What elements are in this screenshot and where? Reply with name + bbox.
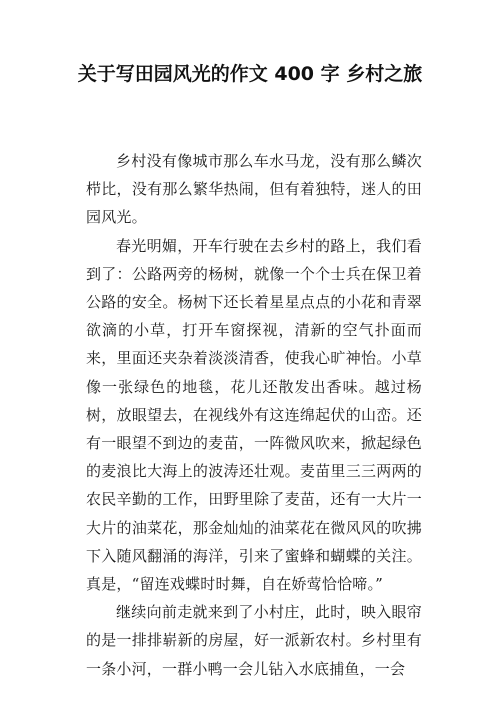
paragraph-1: 乡村没有像城市那么车水马龙，没有那么鳞次栉比，没有那么繁华热闹，但有着独特，迷人的田园风光。	[86, 152, 422, 227]
paragraph-3: 继续向前走就来到了小村庄，此时，映入眼帘的是一排排崭新的房屋，好一派新农村。乡村里有一条小河，一群小鸭一会儿钻入水底捕鱼，一会	[86, 603, 422, 678]
essay-body	[86, 147, 422, 683]
paragraph-2: 春光明媚，开车行驶在去乡村的路上，我们看到了：公路两旁的杨树，就像一个个士兵在保卫着公路的安全。杨树下还长着星星点点的小花和青翠欲滴的小草，打开车窗探视，清新的空气扑面而来，里面还夹杂着淡淡清香，使我心旷神怡。小草像一张绿色的地毯，花儿还散发出香味。越过杨树，放眼望去，在视线外有这连绵起伏的山峦。还有一眼望不到边的麦苗，一阵微风吹来，掀起绿色的麦浪比大海上的波涛还壮观。麦苗里三三两两的农民辛勤的工作，田野里除了麦苗，还有一大片一大片的油菜花，那金灿灿的油菜花在微风风的吹拂下入随风翻涌的海洋，引来了蜜蜂和蝴蝶的关注。真是，“留连戏蝶时时舞，自在娇莺恰恰啼。”	[86, 236, 422, 594]
essay-title: 关于写田园风光的作文 400 字 乡村之旅	[77, 63, 423, 85]
